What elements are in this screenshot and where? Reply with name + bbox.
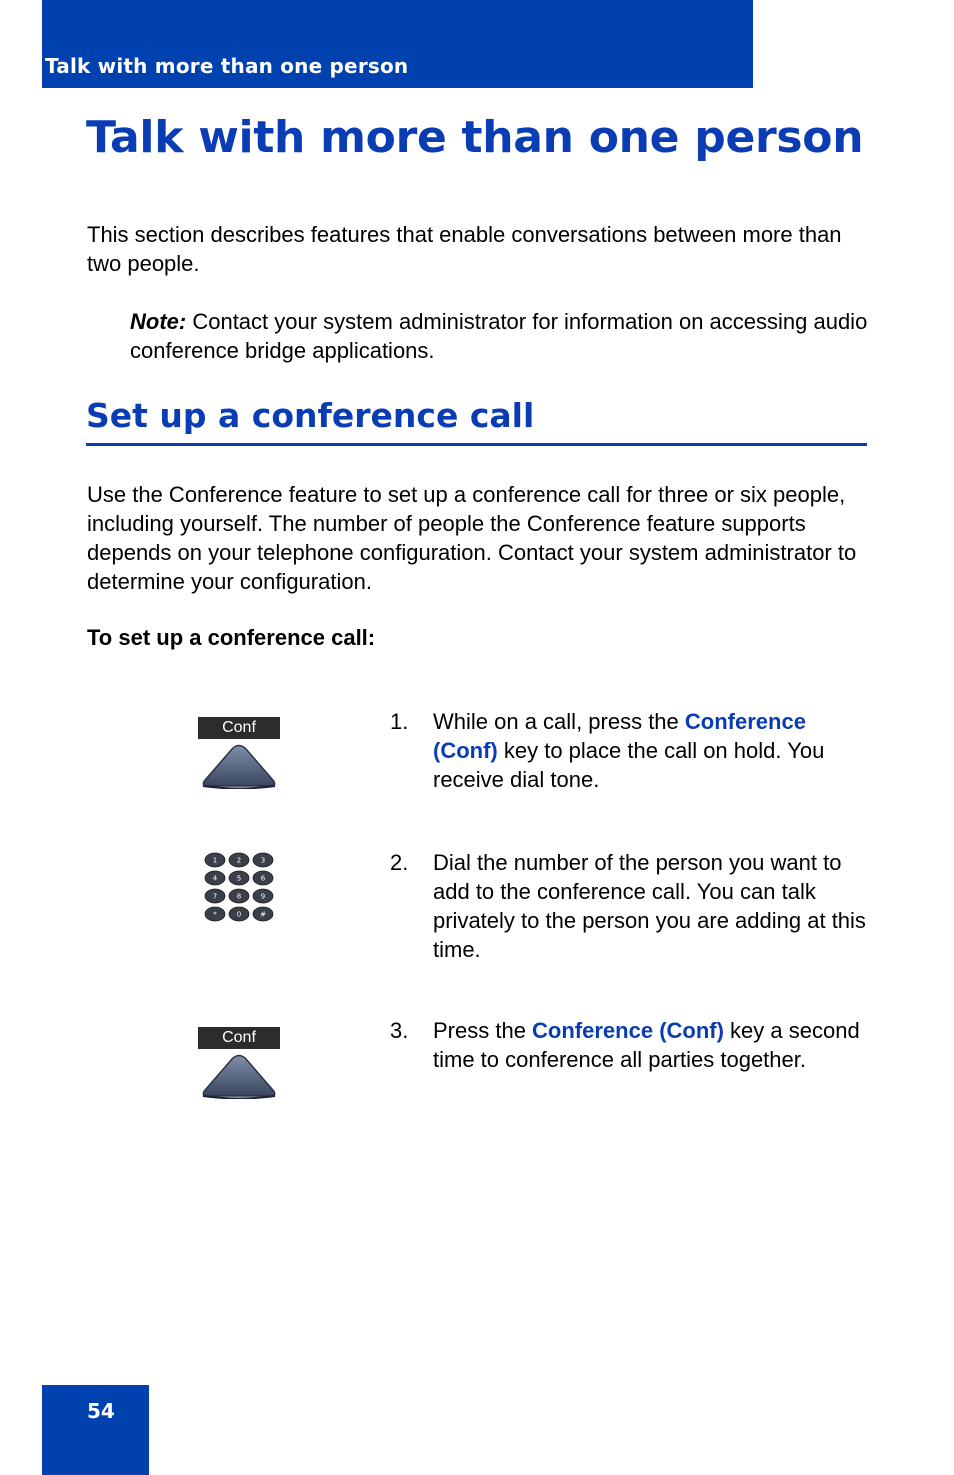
note-text: Contact your system administrator for information on accessing audio conference bridge applications. bbox=[130, 309, 868, 363]
note-label: Note: bbox=[130, 309, 187, 334]
conference-keyword: Conference (Conf) bbox=[532, 1018, 724, 1043]
step-text-post: key to place the call on hold. You receive dial tone. bbox=[433, 738, 825, 792]
svg-text:7: 7 bbox=[212, 892, 218, 901]
svg-text:8: 8 bbox=[236, 892, 242, 901]
conf-key-label: Conf bbox=[198, 1027, 280, 1049]
keypad-key-3 bbox=[253, 853, 273, 867]
keypad-key-5 bbox=[229, 871, 249, 885]
keypad-key-8 bbox=[229, 889, 249, 903]
keypad-key-6 bbox=[253, 871, 273, 885]
svg-text:*: * bbox=[213, 910, 217, 919]
step-number: 3. bbox=[390, 1018, 409, 1043]
step-text-pre: Press the bbox=[433, 1018, 533, 1043]
softkey-button-icon bbox=[198, 1047, 280, 1099]
step-text-post: key a second time to conference all parties together. bbox=[433, 1018, 860, 1072]
page-title: Talk with more than one person bbox=[86, 112, 864, 163]
keypad-key-9 bbox=[253, 889, 273, 903]
keypad-key-* bbox=[205, 907, 225, 921]
section-rule bbox=[86, 443, 867, 446]
conf-key-icon bbox=[198, 717, 280, 789]
step-text-pre: While on a call, press the bbox=[433, 709, 685, 734]
intro-paragraph: This section describes features that enable conversations between more than two people. bbox=[87, 222, 842, 276]
svg-text:6: 6 bbox=[260, 874, 266, 883]
step-text bbox=[433, 707, 873, 794]
svg-text:2: 2 bbox=[236, 856, 242, 865]
svg-text:1: 1 bbox=[212, 856, 218, 865]
conf-key-label: Conf bbox=[198, 717, 280, 739]
softkey-button-icon bbox=[198, 737, 280, 789]
keypad-key-7 bbox=[205, 889, 225, 903]
section-body: Use the Conference feature to set up a conference call for three or six people, including yourself. The number of people the Conference feature supports depends on your telephone configuration. Contact your system administrator to determine your configuration. bbox=[87, 482, 857, 594]
note bbox=[130, 307, 880, 365]
keypad-key-0 bbox=[229, 907, 249, 921]
svg-text:3: 3 bbox=[260, 856, 266, 865]
step-number: 1. bbox=[390, 709, 409, 734]
keypad-key-2 bbox=[229, 853, 249, 867]
svg-text:4: 4 bbox=[212, 874, 218, 883]
keypad-key-1 bbox=[205, 853, 225, 867]
step-number: 2. bbox=[390, 850, 409, 875]
section-title: Set up a conference call bbox=[86, 396, 535, 435]
svg-text:5: 5 bbox=[236, 874, 242, 883]
svg-text:0: 0 bbox=[236, 910, 242, 919]
keypad-key-4 bbox=[205, 871, 225, 885]
svg-text:9: 9 bbox=[260, 892, 266, 901]
step-text: Dial the number of the person you want to add to the conference call. You can talk privately to the person you are adding at this time. bbox=[433, 850, 866, 962]
keypad-key-# bbox=[253, 907, 273, 921]
conference-keyword: Conference (Conf) bbox=[433, 709, 806, 763]
conf-key-icon bbox=[198, 1027, 280, 1099]
svg-text:#: # bbox=[260, 910, 266, 919]
page-number: 54 bbox=[87, 1399, 115, 1423]
running-header: Talk with more than one person bbox=[45, 54, 409, 78]
step-text bbox=[433, 1016, 873, 1074]
procedure-heading: To set up a conference call: bbox=[87, 625, 376, 650]
dialpad-icon bbox=[204, 852, 274, 922]
